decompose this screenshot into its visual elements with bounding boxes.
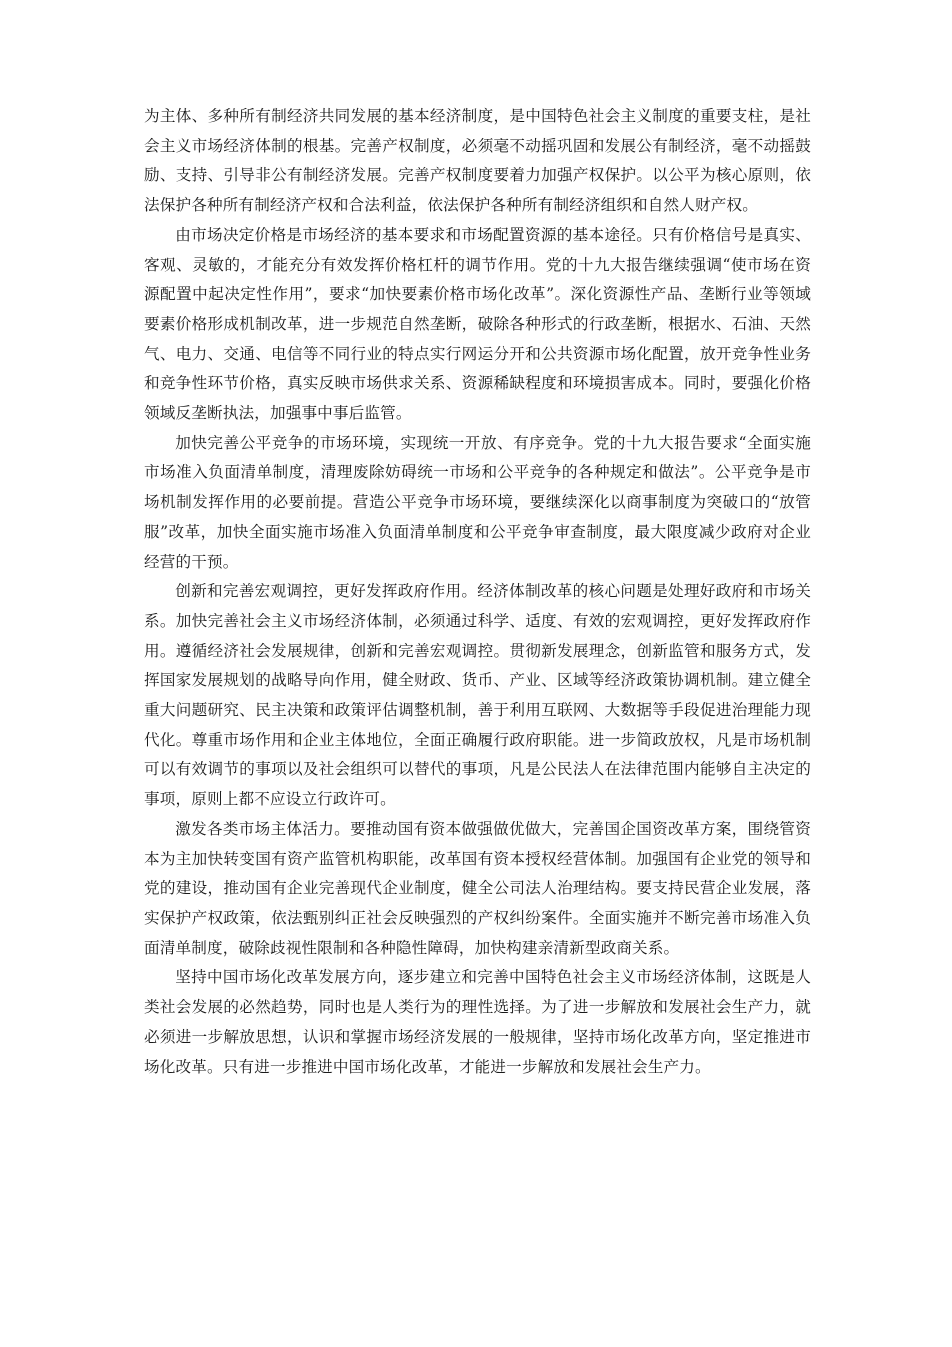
paragraph-macro-control: 创新和完善宏观调控，更好发挥政府作用。经济体制改革的核心问题是处理好政府和市场关系。加快完善社会主义市场经济体制，必须通过科学、适度、有效的宏观调控，更好发挥政府作用。遵循经济社会发展规律，创新和完善宏观调控。贯彻新发展理念，创新监管和服务方式，发挥国家发展规划的战略导向作用，健全财政、货币、产业、区域等经济政策协调机制。建立健全重大问题研究、民主决策和政策评估调整机制，善于利用互联网、大数据等手段促进治理能力现代化。尊重市场作用和企业主体地位，全面正确履行政府职能。进一步简政放权，凡是市场机制可以有效调节的事项以及社会组织可以替代的事项，凡是公民法人在法律范围内能够自主决定的事项，原则上都不应设立行政许可。 <box>144 582 811 809</box>
paragraph-continuation: 为主体、多种所有制经济共同发展的基本经济制度，是中国特色社会主义制度的重要支柱，是社会主义市场经济体制的根基。完善产权制度，必须毫不动摇巩固和发展公有制经济，毫不动摇鼓励、支持、引导非公有制经济发展。完善产权制度要着力加强产权保护。以公平为核心原则，依法保护各种所有制经济产权和合法利益，依法保护各种所有制经济组织和自然人财产权。 <box>144 107 811 215</box>
document-page <box>144 102 811 1082</box>
paragraph-reform-direction: 坚持中国市场化改革发展方向，逐步建立和完善中国特色社会主义市场经济体制，这既是人类社会发展的必然趋势，同时也是人类行为的理性选择。为了进一步解放和发展社会生产力，就必须进一步解放思想，认识和掌握市场经济发展的一般规律，坚持市场化改革方向，坚定推进市场化改革。只有进一步推进中国市场化改革，才能进一步解放和发展社会生产力。 <box>144 968 811 1076</box>
paragraph-market-pricing: 由市场决定价格是市场经济的基本要求和市场配置资源的基本途径。只有价格信号是真实、客观、灵敏的，才能充分有效发挥价格杠杆的调节作用。党的十九大报告继续强调“使市场在资源配置中起决定性作用”，要求“加快要素价格市场化改革”。深化资源性产品、垄断行业等领域要素价格形成机制改革，进一步规范自然垄断，破除各种形式的行政垄断，根据水、石油、天然气、电力、交通、电信等不同行业的特点实行网运分开和公共资源市场化配置，放开竞争性业务和竞争性环节价格，真实反映市场供求关系、资源稀缺程度和环境损害成本。同时，要强化价格领域反垄断执法，加强事中事后监管。 <box>144 225 811 423</box>
paragraph-market-entities: 激发各类市场主体活力。要推动国有资本做强做优做大，完善国企国资改革方案，围绕管资本为主加快转变国有资产监管机构职能，改革国有资本授权经营体制。加强国有企业党的领导和党的建设，推动国有企业完善现代企业制度，健全公司法人治理结构。要支持民营企业发展，落实保护产权政策，依法甄别纠正社会反映强烈的产权纠纷案件。全面实施并不断完善市场准入负面清单制度，破除歧视性限制和各种隐性障碍，加快构建亲清新型政商关系。 <box>144 819 811 957</box>
paragraph-fair-competition: 加快完善公平竞争的市场环境，实现统一开放、有序竞争。党的十九大报告要求“全面实施市场准入负面清单制度，清理废除妨碍统一市场和公平竞争的各种规定和做法”。公平竞争是市场机制发挥作用的必要前提。营造公平竞争市场环境，要继续深化以商事制度为突破口的“放管服”改革，加快全面实施市场准入负面清单制度和公平竞争审查制度，最大限度减少政府对企业经营的干预。 <box>144 433 811 571</box>
